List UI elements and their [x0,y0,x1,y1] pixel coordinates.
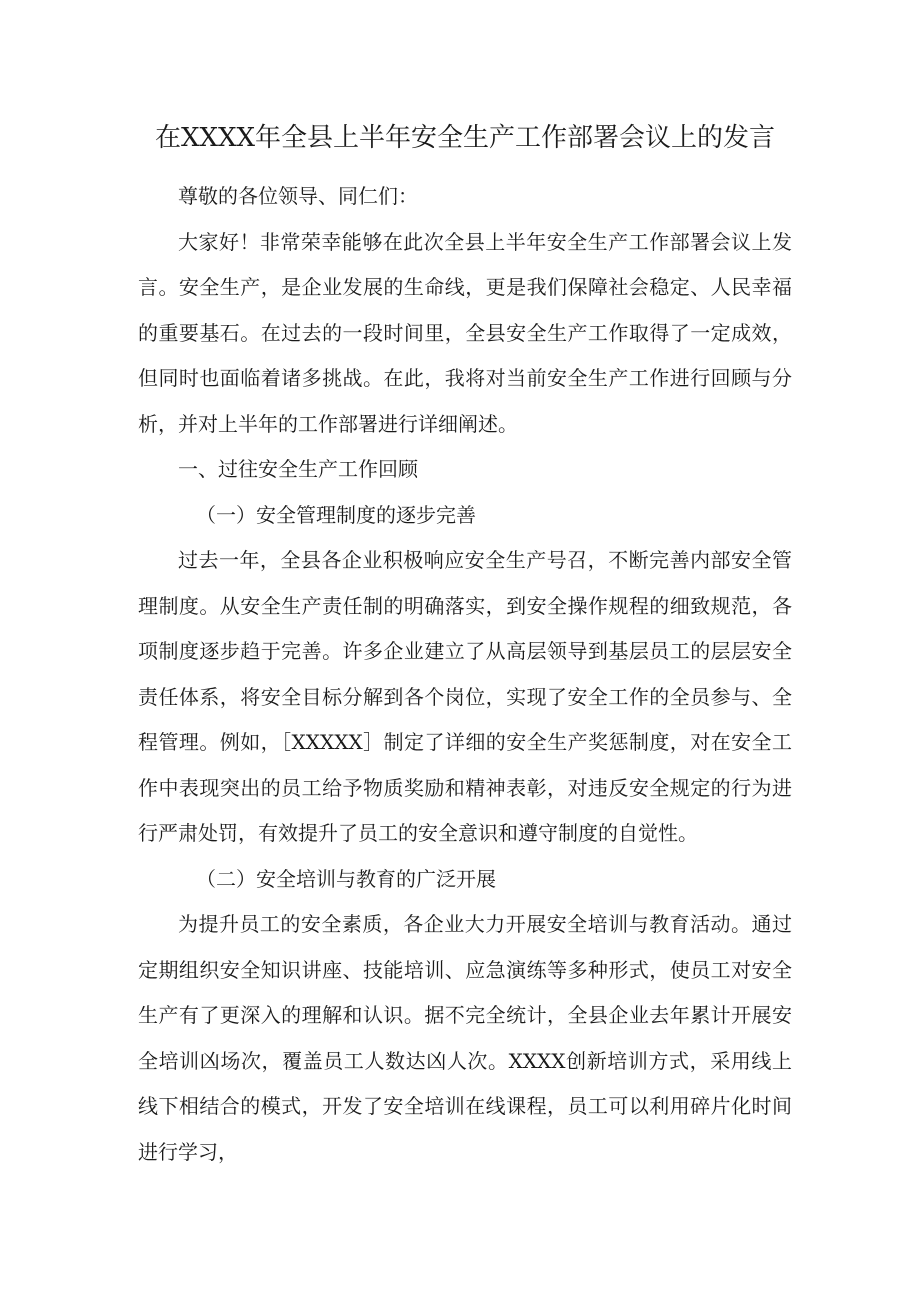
subsection-heading-training: （二）安全培训与教育的广泛开展 [196,866,496,891]
management-paragraph: 过去一年，全县各企业积极响应安全生产号召，不断完善内部安全管理制度。从安全生产责任制的明确落实，到安全操作规程的细致规范，各项制度逐步趋于完善。许多企业建立了从高层领导到基层员工的层层安全责任体系，将安全目标分解到各个岗位，实现了安全工作的全员参与、全程管理。例如，［XXXXX］制定了详细的安全生产奖惩制度，对在安全工作中表现突出的员工给予物质奖励和精神表彰，对违反安全规定的行为进行严肃处罚，有效提升了员工的安全意识和遵守制度的自觉性。 [138,548,792,845]
greeting-line: 尊敬的各位领导、同仁们： [178,184,418,208]
document-body [138,116,792,1175]
section-heading-review: 一、过往安全生产工作回顾 [178,457,418,481]
subsection-heading-management: （一）安全管理制度的逐步完善 [196,502,476,527]
training-paragraph: 为提升员工的安全素质，各企业大力开展安全培训与教育活动。通过定期组织安全知识讲座、技能培训、应急演练等多种形式，使员工对安全生产有了更深入的理解和认识。据不完全统计，全县企业去年累计开展安全培训凶场次，覆盖员工人数达凶人次。XXXX创新培训方式，采用线上线下相结合的模式，开发了安全培训在线课程，员工可以利用碎片化时间进行学习， [138,912,792,1164]
intro-paragraph: 大家好！非常荣幸能够在此次全县上半年安全生产工作部署会议上发言。安全生产，是企业发展的生命线，更是我们保障社会稳定、人民幸福的重要基石。在过去的一段时间里，全县安全生产工作取得了一定成效，但同时也面临着诸多挑战。在此，我将对当前安全生产工作进行回顾与分析，并对上半年的工作部署进行详细阐述。 [138,229,792,436]
document-title: 在XXXX年全县上半年安全生产工作部署会议上的发言 [154,123,776,153]
